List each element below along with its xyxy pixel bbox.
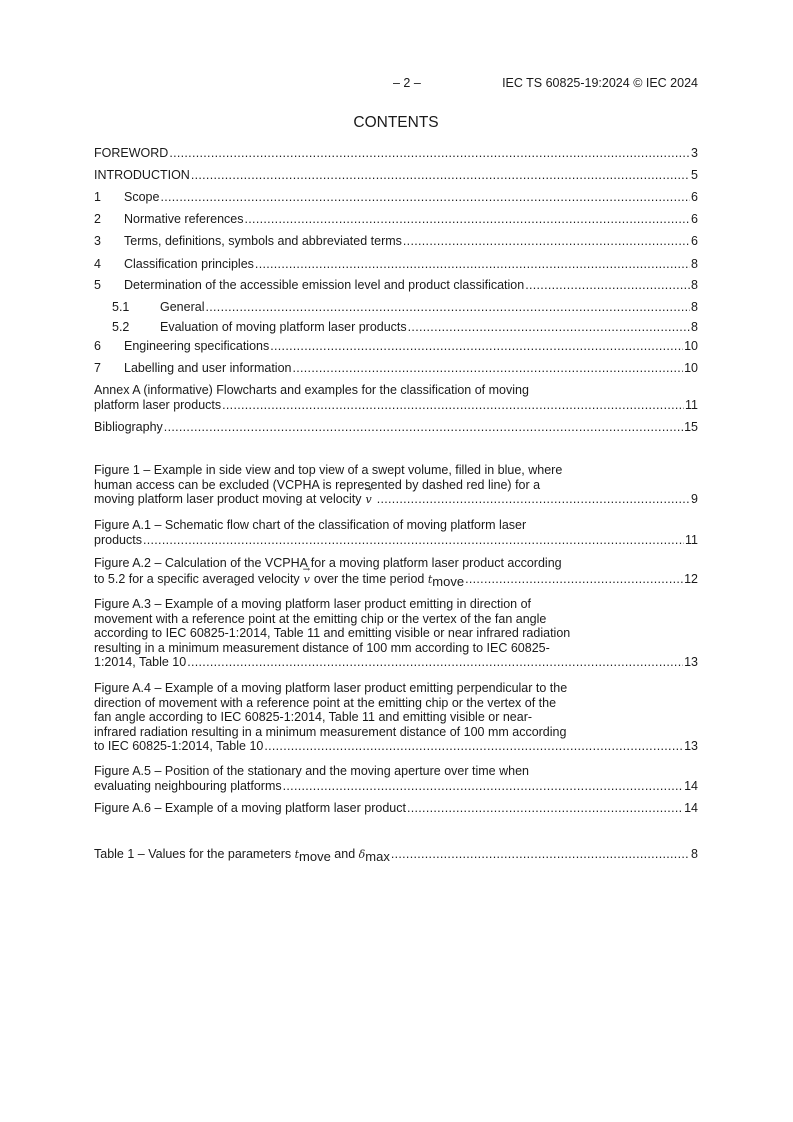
velocity-vector-symbol: → v	[304, 572, 310, 587]
figure-entry-a1[interactable]: Figure A.1 – Schematic flow chart of the classification of moving platform laser products ..... 11	[94, 518, 698, 548]
table-entry-1[interactable]: Table 1 – Values for the parameters tmove and δmax ..... 8	[94, 846, 698, 862]
contents-title: CONTENTS	[353, 114, 439, 131]
toc-entry-normative-references[interactable]: 2 Normative references ..... 6	[94, 212, 698, 227]
toc-entry-general[interactable]: 5.1 General ..... 8	[94, 300, 698, 315]
figure-entry-a2[interactable]: Figure A.2 – Calculation of the VCPHA for a moving platform laser product according to 5.2 for a specific averaged velocity→ v over the time period tmove ..... 12	[94, 556, 698, 587]
toc-entry-introduction[interactable]: INTRODUCTION ..... 5	[94, 168, 698, 183]
figure-entry-a6[interactable]: Figure A.6 – Example of a moving platform laser product ..... 14	[94, 801, 698, 816]
figure-entry-a5[interactable]: Figure A.5 – Position of the stationary and the moving aperture over time when evaluating neighbouring platforms ..... 14	[94, 764, 698, 794]
velocity-vector-symbol: → v	[365, 492, 371, 507]
figure-entry-a3[interactable]: Figure A.3 – Example of a moving platform laser product emitting in direction of movement with a reference point at the emitting chip or the vertex of the fan angle according to IEC 60825-1:2014, Table 11 and emitting visible or near infrared radiation resulting in a minimum measurement distance of 100 mm according to IEC 60825- 1:2014, Table 10 ..... 13	[94, 597, 698, 670]
toc-entry-labelling[interactable]: 7 Labelling and user information ..... 10	[94, 361, 698, 376]
figure-entry-a4[interactable]: Figure A.4 – Example of a moving platform laser product emitting perpendicular to the direction of movement with a reference point at the emitting chip or the vertex of the fan angle according to IEC 60825-1:2014, Table 11 and emitting visible or near- infrared radiation resulting in a minimum measurement distance of 100 mm according to IEC 60825-1:2014, Table 10 ..... 13	[94, 681, 698, 754]
standard-reference: IEC TS 60825-19:2024 © IEC 2024	[502, 76, 698, 90]
toc-entry-determination[interactable]: 5 Determination of the accessible emission level and product classification ..... 8	[94, 278, 698, 293]
toc-entry-annex-a[interactable]: Annex A (informative) Flowcharts and examples for the classification of moving platform laser products ..... 11	[94, 383, 698, 413]
toc-entry-bibliography[interactable]: Bibliography ..... 15	[94, 420, 698, 435]
toc-entry-scope[interactable]: 1 Scope ..... 6	[94, 190, 698, 205]
figure-entry-1[interactable]: Figure 1 – Example in side view and top view of a swept volume, filled in blue, where human access can be excluded (VCPHA is represented by dashed red line) for a moving platform laser product moving at velocity→ v ..... 9	[94, 463, 698, 507]
toc-entry-classification-principles[interactable]: 4 Classification principles ..... 8	[94, 257, 698, 272]
page-header	[94, 76, 698, 92]
page-number: – 2 –	[393, 76, 421, 90]
toc-entry-engineering-specifications[interactable]: 6 Engineering specifications ..... 10	[94, 339, 698, 354]
toc-entry-foreword[interactable]: FOREWORD ..... 3	[94, 146, 698, 161]
toc-entry-evaluation-moving-platform[interactable]: 5.2 Evaluation of moving platform laser products ..... 8	[94, 320, 698, 335]
toc-entry-terms-definitions[interactable]: 3 Terms, definitions, symbols and abbreviated terms ..... 6	[94, 234, 698, 249]
